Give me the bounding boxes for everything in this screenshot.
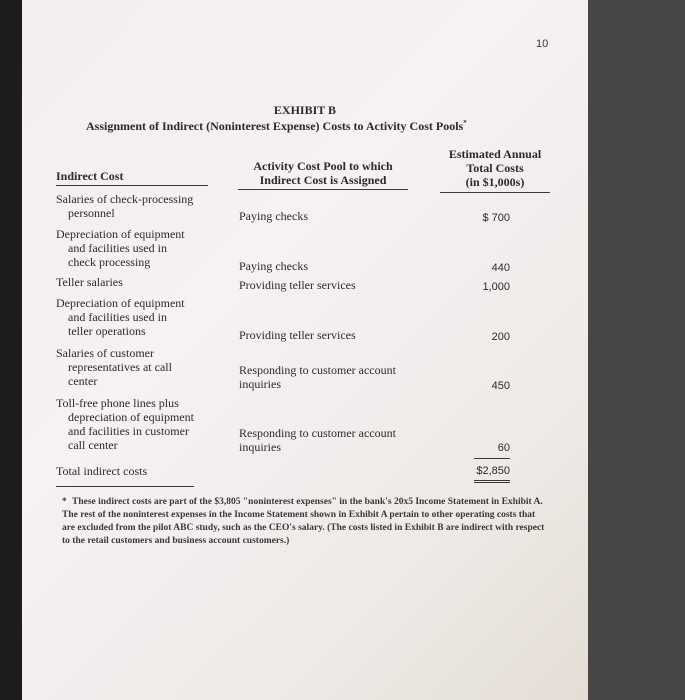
row-2-value: 440 [491, 262, 510, 274]
header-activity-pool [238, 159, 408, 187]
exhibit-title: EXHIBIT B [273, 103, 337, 117]
photo-edge-right [588, 0, 685, 700]
header-pool-line2: Indirect Cost is Assigned [259, 173, 387, 187]
row-1-value: $ 700 [482, 212, 510, 224]
row-5-pool: Responding to customer account inquiries [239, 363, 396, 391]
row-6-value: 60 [497, 442, 510, 454]
row-4-value: 200 [491, 331, 510, 343]
row-6-cost: Toll-free phone lines plus depreciation of equipment and facilities in customer call center [56, 396, 194, 452]
subtotal-rule [474, 458, 510, 459]
row-5-cost: Salaries of customer representatives at call center [56, 346, 172, 388]
footnote-text: These indirect costs are part of the $3,805 "noninterest expenses" in the bank's 20x5 Income Statement in Exhibit A. The rest of the noninterest expenses in the Income Statement shown in Exhibit A pertain to other operating costs that are excluded from the pilot ABC study, such as the CEO's salary. (The costs listed in Exhibit B are indirect with respect to the retail customers and business account customers.) [62, 497, 545, 546]
page-number: 10 [536, 38, 549, 50]
footnote-marker: * [62, 497, 67, 507]
subtitle-footnote-marker: * [463, 119, 467, 127]
header-est-line1: Estimated Annual [448, 147, 542, 161]
row-1-pool: Paying checks [239, 209, 308, 223]
header-rule-3 [440, 192, 550, 193]
header-est-line2: Total Costs [466, 161, 524, 175]
exhibit-subtitle [86, 119, 467, 134]
header-rule-1 [56, 185, 208, 186]
subtitle-text: Assignment of Indirect (Noninterest Expense) Costs to Activity Cost Pools [86, 119, 464, 133]
header-rule-2 [238, 189, 408, 190]
row-3-cost: Teller salaries [56, 275, 123, 289]
photo-edge-left [0, 0, 22, 700]
header-estimated-costs [432, 147, 558, 189]
row-4-pool: Providing teller services [239, 328, 356, 342]
total-double-rule-bottom [474, 482, 510, 483]
footnote [62, 496, 546, 548]
total-label: Total indirect costs [56, 464, 148, 478]
header-pool-line1: Activity Cost Pool to which [253, 159, 393, 173]
row-4-cost: Depreciation of equipment and facilities used in teller operations [56, 296, 185, 338]
row-6-pool: Responding to customer account inquiries [239, 426, 396, 454]
row-2-pool: Paying checks [239, 259, 308, 273]
header-indirect-cost: Indirect Cost [56, 169, 124, 183]
document-page [22, 0, 588, 700]
row-5-value: 450 [491, 380, 510, 392]
row-3-pool: Providing teller services [239, 278, 356, 292]
row-2-cost: Depreciation of equipment and facilities used in check processing [56, 227, 185, 269]
total-double-rule-top [474, 480, 510, 481]
header-est-line3: (in $1,000s) [465, 175, 525, 189]
row-3-value: 1,000 [482, 281, 510, 293]
row-1-cost: Salaries of check-processing personnel [56, 192, 194, 220]
footnote-separator [56, 486, 194, 487]
total-value: $2,850 [476, 465, 510, 477]
